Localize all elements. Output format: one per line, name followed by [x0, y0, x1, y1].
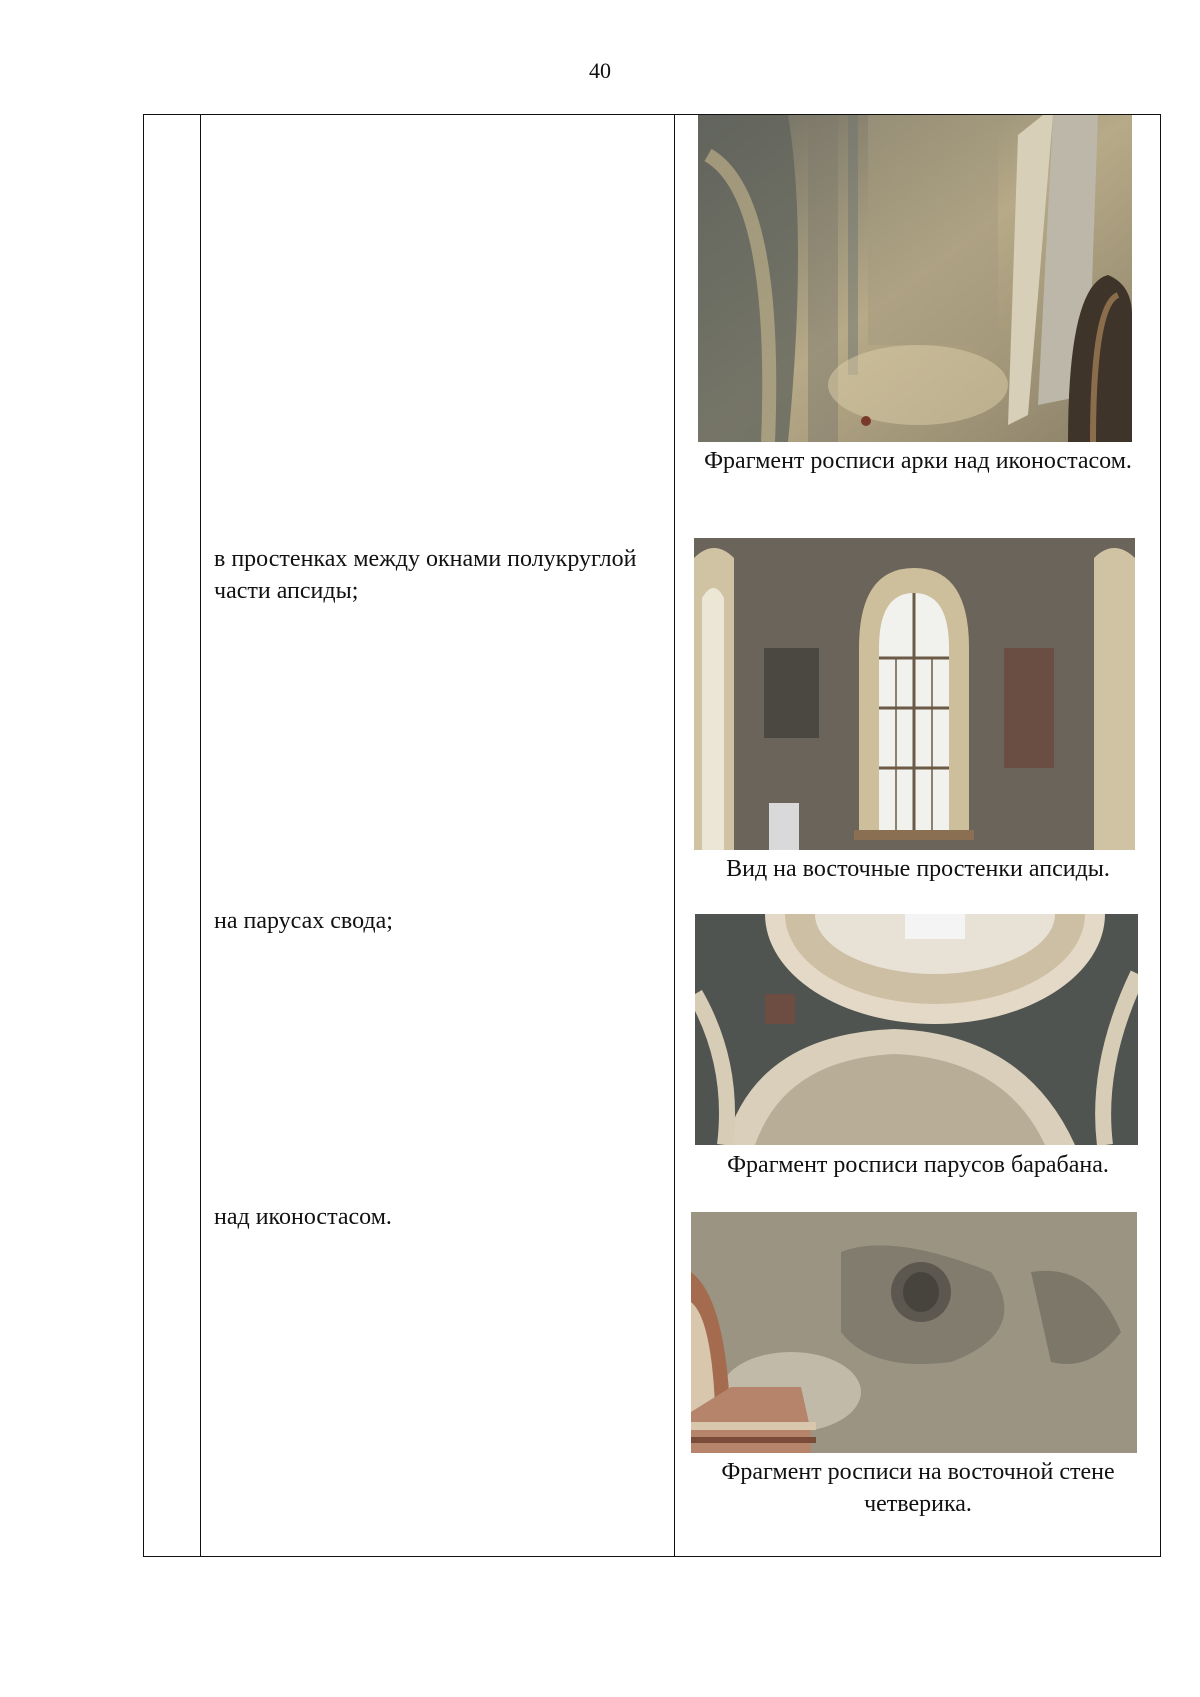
text-item-iconostasis: над иконостасом.: [214, 1204, 392, 1230]
dome-pendentives-photo: [695, 914, 1138, 1145]
page-number: 40: [589, 58, 611, 83]
text-item-apse-piers: в простенках между окнами полукруглой части апсиды;: [214, 546, 637, 604]
text-item-pendentives: на парусах свода;: [214, 908, 393, 934]
content-table: [143, 114, 1161, 1557]
arch-fresco-photo: [698, 115, 1132, 442]
apse-window-photo: [694, 538, 1135, 850]
caption-dome-pendentives: Фрагмент росписи парусов барабана.: [727, 1152, 1109, 1178]
caption-apse-window: Вид на восточные простенки апсиды.: [726, 856, 1110, 882]
caption-arch-fresco: Фрагмент росписи арки над иконостасом.: [704, 448, 1132, 474]
column-divider-2: [674, 115, 675, 1556]
column-divider-1: [200, 115, 201, 1556]
caption-east-wall-fresco: Фрагмент росписи на восточной стене четверика.: [721, 1459, 1115, 1517]
east-wall-fresco-photo: [691, 1212, 1137, 1453]
